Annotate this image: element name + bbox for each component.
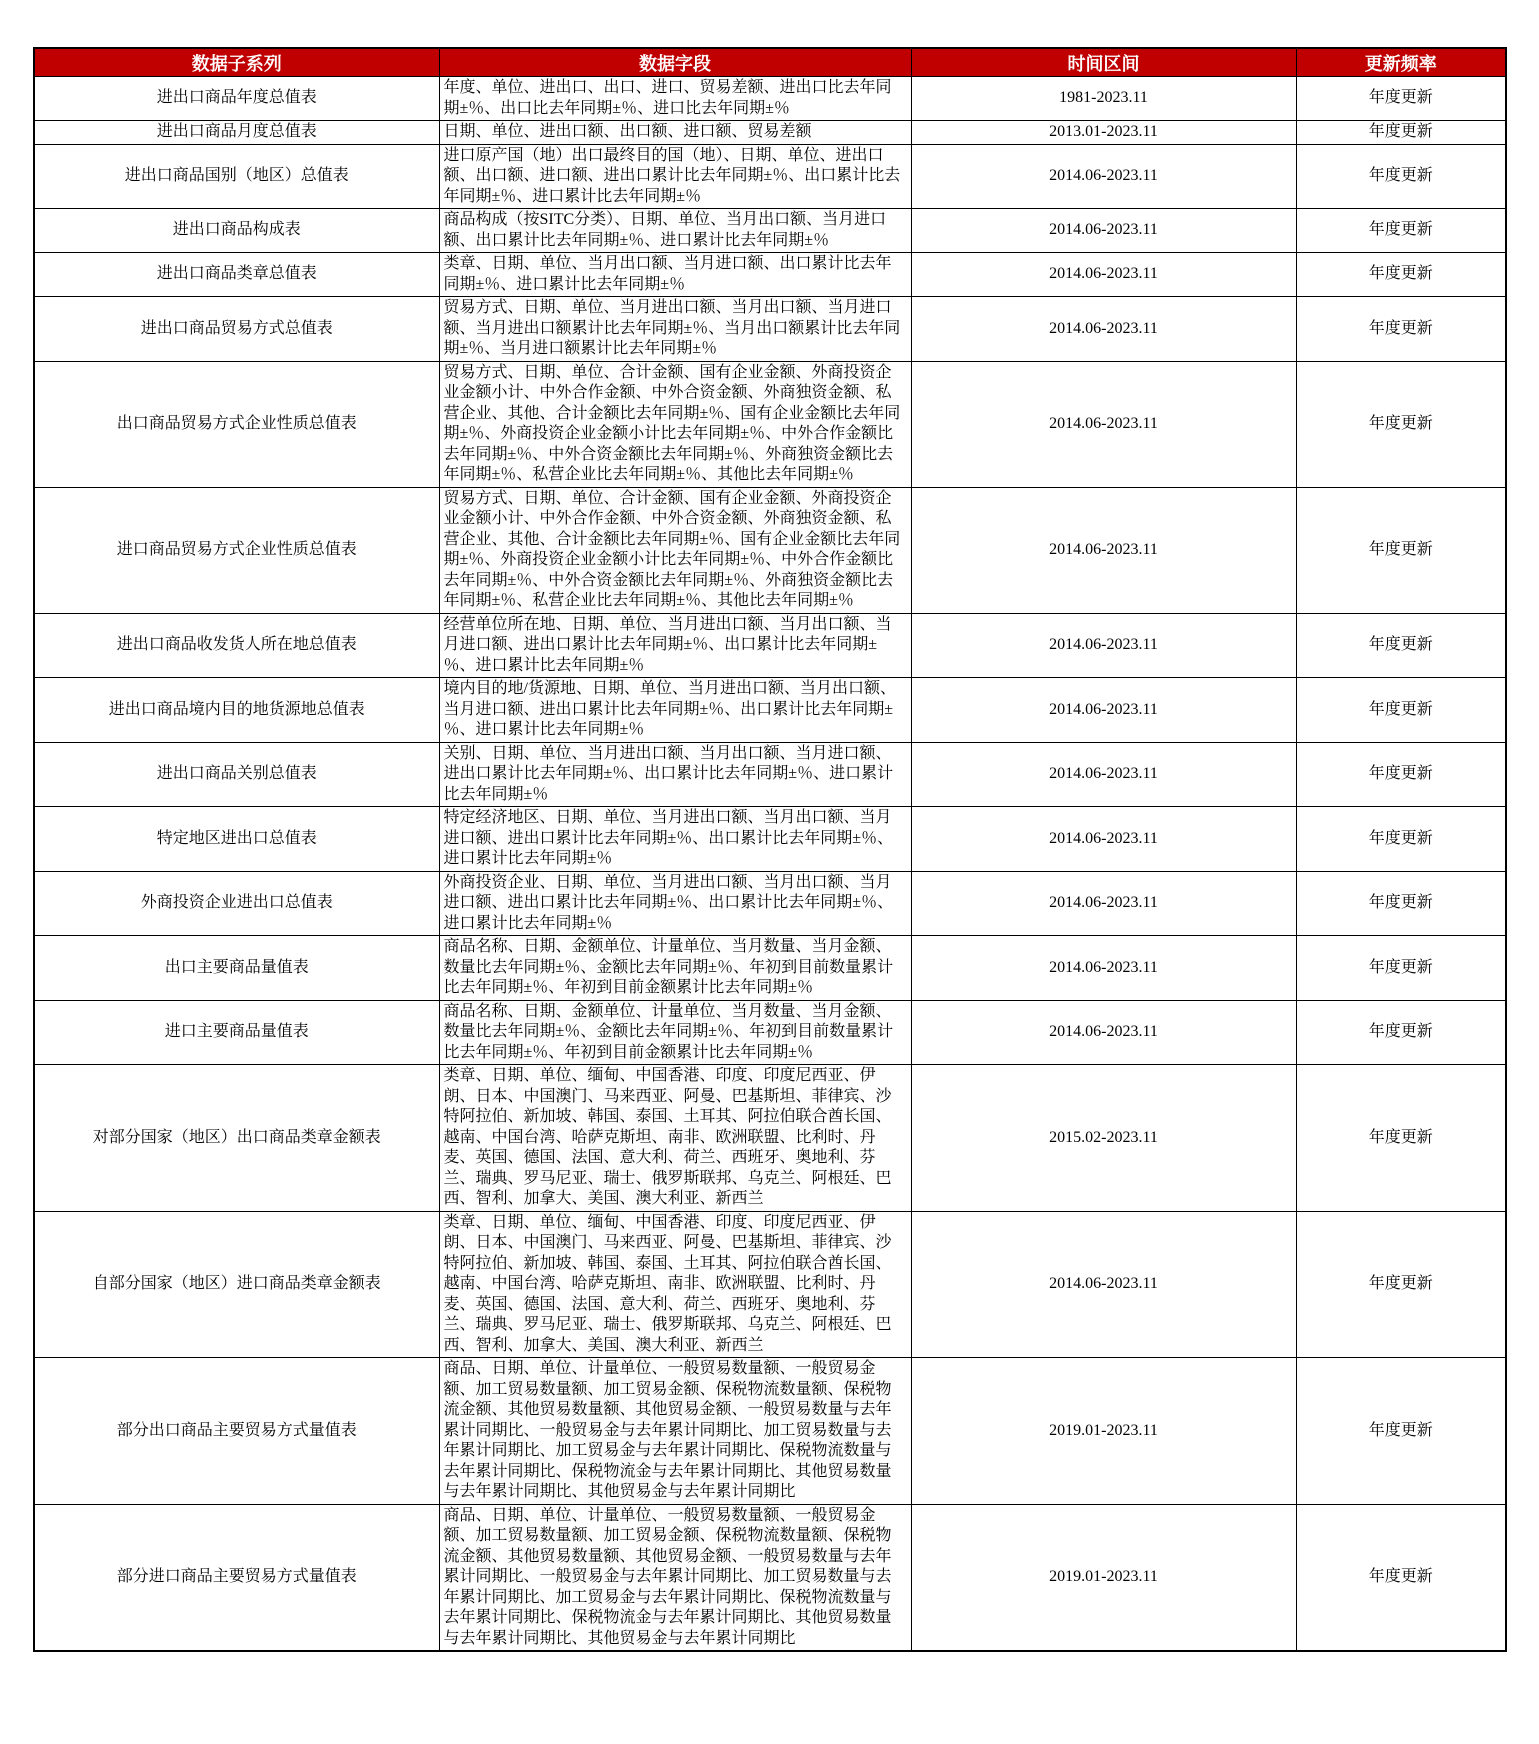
frequency-cell: 年度更新 [1296,1358,1506,1505]
fields-cell: 关别、日期、单位、当月进出口额、当月出口额、当月进口额、进出口累计比去年同期±％、出口累计比去年同期±％、进口累计比去年同期±％ [439,742,911,807]
frequency-cell: 年度更新 [1296,209,1506,253]
header-fields: 数据字段 [439,48,911,77]
period-cell: 2014.06-2023.11 [911,807,1296,872]
period-cell: 2014.06-2023.11 [911,144,1296,209]
frequency-cell: 年度更新 [1296,121,1506,145]
series-cell: 进口商品贸易方式企业性质总值表 [34,487,439,613]
period-cell: 1981-2023.11 [911,77,1296,121]
table-row [34,297,1506,362]
table-row [34,1358,1506,1505]
series-cell: 进出口商品年度总值表 [34,77,439,121]
frequency-cell: 年度更新 [1296,678,1506,743]
series-cell: 部分进口商品主要贸易方式量值表 [34,1504,439,1651]
series-cell: 进出口商品境内目的地货源地总值表 [34,678,439,743]
series-cell: 出口商品贸易方式企业性质总值表 [34,361,439,487]
series-cell: 出口主要商品量值表 [34,936,439,1001]
table-row [34,1000,1506,1065]
frequency-cell: 年度更新 [1296,1211,1506,1358]
frequency-cell: 年度更新 [1296,487,1506,613]
frequency-cell: 年度更新 [1296,871,1506,936]
frequency-cell: 年度更新 [1296,1065,1506,1212]
period-cell: 2014.06-2023.11 [911,1000,1296,1065]
table-row [34,871,1506,936]
fields-cell: 贸易方式、日期、单位、合计金额、国有企业金额、外商投资企业金额小计、中外合作金额、中外合资金额、外商独资金额、私营企业、其他、合计金额比去年同期±％、国有企业金额比去年同期±％、外商投资企业金额小计比去年同期±％、中外合作金额比去年同期±％、中外合资金额比去年同期±％、外商独资金额比去年同期±％、私营企业比去年同期±％、其他比去年同期±％ [439,487,911,613]
fields-cell: 境内目的地/货源地、日期、单位、当月进出口额、当月出口额、当月进口额、进出口累计比去年同期±％、出口累计比去年同期±％、进口累计比去年同期±％ [439,678,911,743]
period-cell: 2019.01-2023.11 [911,1358,1296,1505]
frequency-cell: 年度更新 [1296,742,1506,807]
frequency-cell: 年度更新 [1296,936,1506,1001]
series-cell: 进口主要商品量值表 [34,1000,439,1065]
frequency-cell: 年度更新 [1296,253,1506,297]
series-cell: 特定地区进出口总值表 [34,807,439,872]
frequency-cell: 年度更新 [1296,361,1506,487]
fields-cell: 年度、单位、进出口、出口、进口、贸易差额、进出口比去年同期±％、出口比去年同期±％、进口比去年同期±％ [439,77,911,121]
table-row [34,807,1506,872]
table-row [34,678,1506,743]
header-frequency: 更新频率 [1296,48,1506,77]
period-cell: 2014.06-2023.11 [911,361,1296,487]
frequency-cell: 年度更新 [1296,613,1506,678]
period-cell: 2019.01-2023.11 [911,1504,1296,1651]
frequency-cell: 年度更新 [1296,77,1506,121]
fields-cell: 特定经济地区、日期、单位、当月进出口额、当月出口额、当月进口额、进出口累计比去年同期±％、出口累计比去年同期±％、进口累计比去年同期±％ [439,807,911,872]
table-row [34,209,1506,253]
frequency-cell: 年度更新 [1296,1504,1506,1651]
series-cell: 对部分国家（地区）出口商品类章金额表 [34,1065,439,1212]
period-cell: 2014.06-2023.11 [911,678,1296,743]
data-series-table [33,47,1507,1652]
header-period: 时间区间 [911,48,1296,77]
period-cell: 2014.06-2023.11 [911,1211,1296,1358]
series-cell: 进出口商品收发货人所在地总值表 [34,613,439,678]
period-cell: 2014.06-2023.11 [911,613,1296,678]
period-cell: 2015.02-2023.11 [911,1065,1296,1212]
fields-cell: 日期、单位、进出口额、出口额、进口额、贸易差额 [439,121,911,145]
table-row [34,936,1506,1001]
fields-cell: 贸易方式、日期、单位、当月进出口额、当月出口额、当月进口额、当月进出口额累计比去年同期±％、当月出口额累计比去年同期±％、当月进口额累计比去年同期±％ [439,297,911,362]
series-cell: 进出口商品构成表 [34,209,439,253]
table-row [34,613,1506,678]
table-row [34,77,1506,121]
table-row [34,144,1506,209]
series-cell: 进出口商品国别（地区）总值表 [34,144,439,209]
period-cell: 2014.06-2023.11 [911,297,1296,362]
period-cell: 2013.01-2023.11 [911,121,1296,145]
table-row [34,487,1506,613]
header-series: 数据子系列 [34,48,439,77]
fields-cell: 类章、日期、单位、当月出口额、当月进口额、出口累计比去年同期±％、进口累计比去年同期±％ [439,253,911,297]
fields-cell: 外商投资企业、日期、单位、当月进出口额、当月出口额、当月进口额、进出口累计比去年同期±％、出口累计比去年同期±％、进口累计比去年同期±％ [439,871,911,936]
frequency-cell: 年度更新 [1296,1000,1506,1065]
period-cell: 2014.06-2023.11 [911,936,1296,1001]
series-cell: 自部分国家（地区）进口商品类章金额表 [34,1211,439,1358]
fields-cell: 类章、日期、单位、缅甸、中国香港、印度、印度尼西亚、伊朗、日本、中国澳门、马来西亚、阿曼、巴基斯坦、菲律宾、沙特阿拉伯、新加坡、韩国、泰国、土耳其、阿拉伯联合酋长国、越南、中国台湾、哈萨克斯坦、南非、欧洲联盟、比利时、丹麦、英国、德国、法国、意大利、荷兰、西班牙、奥地利、芬兰、瑞典、罗马尼亚、瑞士、俄罗斯联邦、乌克兰、阿根廷、巴西、智利、加拿大、美国、澳大利亚、新西兰 [439,1065,911,1212]
fields-cell: 商品、日期、单位、计量单位、一般贸易数量额、一般贸易金额、加工贸易数量额、加工贸易金额、保税物流数量额、保税物流金额、其他贸易数量额、其他贸易金额、一般贸易数量与去年累计同期比、一般贸易金与去年累计同期比、加工贸易数量与去年累计同期比、加工贸易金与去年累计同期比、保税物流数量与去年累计同期比、保税物流金与去年累计同期比、其他贸易数量与去年累计同期比、其他贸易金与去年累计同期比 [439,1358,911,1505]
frequency-cell: 年度更新 [1296,144,1506,209]
series-cell: 进出口商品月度总值表 [34,121,439,145]
table-row [34,1065,1506,1212]
table-row [34,121,1506,145]
series-cell: 外商投资企业进出口总值表 [34,871,439,936]
period-cell: 2014.06-2023.11 [911,253,1296,297]
fields-cell: 商品名称、日期、金额单位、计量单位、当月数量、当月金额、数量比去年同期±％、金额比去年同期±％、年初到目前数量累计比去年同期±％、年初到目前金额累计比去年同期±％ [439,1000,911,1065]
table-row [34,1504,1506,1651]
table-row [34,253,1506,297]
series-cell: 进出口商品关别总值表 [34,742,439,807]
fields-cell: 进口原产国（地）出口最终目的国（地）、日期、单位、进出口额、出口额、进口额、进出口累计比去年同期±％、出口累计比去年同期±％、进口累计比去年同期±％ [439,144,911,209]
period-cell: 2014.06-2023.11 [911,209,1296,253]
table-row [34,361,1506,487]
header-row [34,48,1506,77]
frequency-cell: 年度更新 [1296,807,1506,872]
period-cell: 2014.06-2023.11 [911,871,1296,936]
fields-cell: 贸易方式、日期、单位、合计金额、国有企业金额、外商投资企业金额小计、中外合作金额、中外合资金额、外商独资金额、私营企业、其他、合计金额比去年同期±％、国有企业金额比去年同期±％、外商投资企业金额小计比去年同期±％、中外合作金额比去年同期±％、中外合资金额比去年同期±％、外商独资金额比去年同期±％、私营企业比去年同期±％、其他比去年同期±％ [439,361,911,487]
fields-cell: 类章、日期、单位、缅甸、中国香港、印度、印度尼西亚、伊朗、日本、中国澳门、马来西亚、阿曼、巴基斯坦、菲律宾、沙特阿拉伯、新加坡、韩国、泰国、土耳其、阿拉伯联合酋长国、越南、中国台湾、哈萨克斯坦、南非、欧洲联盟、比利时、丹麦、英国、德国、法国、意大利、荷兰、西班牙、奥地利、芬兰、瑞典、罗马尼亚、瑞士、俄罗斯联邦、乌克兰、阿根廷、巴西、智利、加拿大、美国、澳大利亚、新西兰 [439,1211,911,1358]
series-cell: 进出口商品类章总值表 [34,253,439,297]
table-row [34,742,1506,807]
fields-cell: 商品名称、日期、金额单位、计量单位、当月数量、当月金额、数量比去年同期±％、金额比去年同期±％、年初到目前数量累计比去年同期±％、年初到目前金额累计比去年同期±％ [439,936,911,1001]
frequency-cell: 年度更新 [1296,297,1506,362]
period-cell: 2014.06-2023.11 [911,487,1296,613]
series-cell: 进出口商品贸易方式总值表 [34,297,439,362]
series-cell: 部分出口商品主要贸易方式量值表 [34,1358,439,1505]
fields-cell: 商品构成（按SITC分类）、日期、单位、当月出口额、当月进口额、出口累计比去年同期±％、进口累计比去年同期±％ [439,209,911,253]
period-cell: 2014.06-2023.11 [911,742,1296,807]
table-row [34,1211,1506,1358]
fields-cell: 商品、日期、单位、计量单位、一般贸易数量额、一般贸易金额、加工贸易数量额、加工贸易金额、保税物流数量额、保税物流金额、其他贸易数量额、其他贸易金额、一般贸易数量与去年累计同期比、一般贸易金与去年累计同期比、加工贸易数量与去年累计同期比、加工贸易金与去年累计同期比、保税物流数量与去年累计同期比、保税物流金与去年累计同期比、其他贸易数量与去年累计同期比、其他贸易金与去年累计同期比 [439,1504,911,1651]
fields-cell: 经营单位所在地、日期、单位、当月进出口额、当月出口额、当月进口额、进出口累计比去年同期±％、出口累计比去年同期±％、进口累计比去年同期±％ [439,613,911,678]
